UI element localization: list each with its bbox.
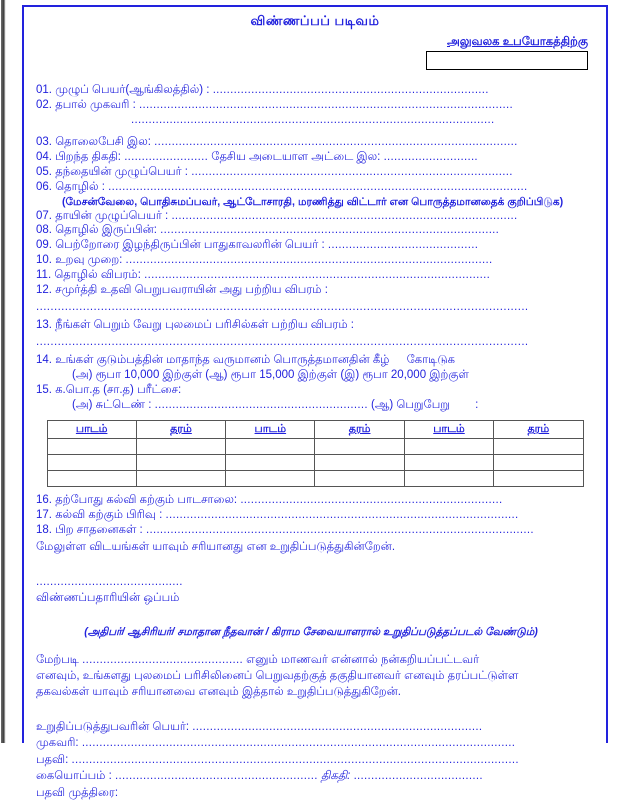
marks-header-text-6: தரம் — [527, 422, 550, 435]
field-label-postal-address: தபால் முகவரி : — [55, 99, 136, 112]
field-number-16: 16. — [36, 493, 52, 506]
field-row-05 — [36, 165, 598, 180]
marks-cell[interactable] — [494, 454, 583, 470]
field-input-occupation-details[interactable]: ................................................................................................... — [144, 269, 491, 282]
field-row-10 — [36, 253, 598, 268]
field-row-08 — [36, 223, 598, 238]
field-number-14: 14. — [36, 353, 52, 366]
marks-table-header-grade-1 — [136, 420, 225, 438]
field-row-02-continued — [36, 113, 598, 128]
field-number-04: 04. — [36, 150, 52, 163]
declaration-student-name-input[interactable]: .............................................. — [82, 653, 243, 666]
field-input-other-scholarships[interactable]: ......................................................................................................................................... — [36, 335, 529, 348]
field-input-current-school[interactable]: ........................................................................... — [240, 493, 503, 506]
field-row-02 — [36, 98, 598, 113]
field-label-telephone: தொலைபேசி இல: — [55, 135, 151, 148]
verifier-label-address: முகவரி: — [36, 737, 79, 750]
verifier-input-date[interactable]: ..................................... — [353, 770, 483, 783]
marks-table-header-grade-3 — [494, 420, 583, 438]
table-row — [47, 470, 583, 486]
verifier-input-name[interactable]: ................................................................................... — [192, 720, 483, 733]
marks-cell[interactable] — [494, 470, 583, 486]
field-row-01 — [36, 83, 598, 98]
marks-header-text-5: பாடம் — [433, 422, 465, 435]
field-label-nic-number: தேசிய அடையாள அட்டை இல: — [211, 150, 381, 163]
field-row-15 — [36, 383, 598, 398]
marks-cell[interactable] — [226, 454, 315, 470]
marks-cell[interactable] — [404, 454, 493, 470]
page-title: விண்ணப்பப் படிவம் — [250, 13, 380, 28]
field-row-04 — [36, 150, 598, 165]
verifier-fields-group — [32, 719, 598, 801]
verifier-label-date: திகதி: — [320, 770, 351, 783]
verifier-input-designation[interactable]: ................................................................................................................................ — [71, 753, 519, 766]
office-use-label: அலுவலக உபயோகத்திற்கு — [446, 35, 588, 48]
table-row — [47, 438, 583, 454]
field-input-mother-name[interactable]: ................................................................................................... — [171, 209, 518, 222]
field-input-father-name[interactable]: ............................................................................................ — [191, 165, 513, 178]
marks-cell[interactable] — [136, 470, 225, 486]
marks-cell[interactable] — [47, 438, 136, 454]
field-row-18 — [36, 523, 598, 538]
field-row-17 — [36, 508, 598, 523]
verifier-row-official-seal — [36, 785, 598, 801]
verifier-label-name: உறுதிப்படுத்துபவரின் பெயர்: — [36, 720, 190, 733]
verifier-input-address[interactable]: ............................................................................................................................ — [81, 737, 516, 750]
verifier-authority-note: (அதிபர்/ ஆசிரியர்/ சமாதான நீதவான் / கிராம சேவையாளரால் உறுதிப்படுத்தப்படல் வேண்டும்) — [84, 626, 538, 639]
marks-table-header-subject-3 — [404, 420, 493, 438]
verifier-label-official-seal: பதவி முத்திரை: — [36, 786, 119, 799]
field-label-date-of-birth: பிறந்த திகதி: — [55, 150, 121, 163]
field-label-father-name: தந்தையின் முழுப்பெயர் : — [55, 165, 188, 178]
field-label-other-achievements: பிற சாதனைகள் : — [55, 523, 143, 536]
scan-edge-left — [0, 0, 6, 743]
office-use-box[interactable] — [426, 51, 588, 70]
applicant-fields-group-2 — [32, 493, 598, 538]
field-row-09 — [36, 238, 598, 253]
field-income-options[interactable]: (அ) ரூபா 10,000 இற்குள் (ஆ) ரூபா 15,000 இற்குள் (இ) ரூபா 20,000 இற்குள் — [72, 368, 469, 381]
field-row-07 — [36, 209, 598, 224]
verifier-row-address — [36, 735, 598, 752]
field-number-09: 09. — [36, 239, 52, 252]
field-number-15: 15. — [36, 383, 52, 396]
field-label-guardian-name: பெற்றோரை இழந்திருப்பின் பாதுகாவலரின் பெயர் : — [55, 239, 325, 252]
marks-cell[interactable] — [136, 454, 225, 470]
marks-table — [47, 420, 584, 487]
field-number-13: 13. — [36, 318, 52, 331]
field-input-guardian-name[interactable]: ........................................... — [327, 239, 479, 252]
verifier-label-signature: கையொப்பம் : — [36, 770, 112, 783]
field-label-samurdhi-details: சமுர்த்தி உதவி பெறுபவராயின் அது பற்றிய விபரம் : — [55, 284, 328, 297]
field-input-other-achievements[interactable]: ............................................................................................................... — [145, 523, 534, 536]
field-input-relationship[interactable]: ......................................................................................................... — [125, 254, 493, 267]
form-border-frame — [22, 5, 608, 799]
field-label-full-name: முழுப் பெயர்(ஆங்கிலத்தில்) : — [55, 84, 210, 97]
marks-cell[interactable] — [226, 438, 315, 454]
field-row-11 — [36, 268, 598, 283]
marks-cell[interactable] — [404, 438, 493, 454]
marks-cell[interactable] — [47, 470, 136, 486]
field-number-10: 10. — [36, 254, 52, 267]
field-input-date-of-birth[interactable]: ........................ — [124, 150, 209, 163]
table-row — [47, 454, 583, 470]
field-number-05: 05. — [36, 165, 52, 178]
applicant-signature-line[interactable]: .......................................... — [36, 576, 183, 588]
marks-cell[interactable] — [494, 438, 583, 454]
field-label-mother-name: தாயின் முழுப்பெயர் : — [55, 209, 169, 222]
field-row-12 — [36, 283, 598, 298]
field-input-postal-address-line2[interactable]: ........................................................................................................ — [131, 114, 495, 126]
field-input-telephone[interactable]: ........................................................................................................ — [154, 135, 518, 148]
field-label-index-number: (அ) சுட்டெண் : — [72, 398, 152, 411]
marks-cell[interactable] — [315, 438, 404, 454]
marks-cell[interactable] — [47, 454, 136, 470]
field-label-other-scholarships: நீங்கள் பெறும் வேறு புலமைப் பரிசில்கள் பற்றிய விபரம் : — [55, 318, 354, 331]
marks-cell[interactable] — [136, 438, 225, 454]
applicant-confirmation-statement: மேலுள்ள விடயங்கள் யாவும் சரியானது என உறுதிப்படுத்துகின்றேன். — [36, 541, 396, 554]
field-input-study-stream[interactable]: ..................................................................................................... — [165, 508, 519, 521]
field-label-occupation-details: தொழில் விபரம்: — [54, 269, 141, 282]
field-number-07: 07. — [36, 209, 52, 222]
marks-table-header-subject-1 — [47, 420, 136, 438]
applicant-fields-group-1 — [32, 83, 598, 413]
verifier-input-signature[interactable]: .......................................................... — [115, 770, 318, 783]
marks-cell[interactable] — [315, 470, 404, 486]
verifier-row-name — [36, 719, 598, 736]
field-number-18: 18. — [36, 523, 52, 536]
verifier-declaration — [32, 652, 598, 700]
marks-header-text-1: பாடம் — [75, 422, 108, 435]
marks-table-header-subject-2 — [226, 420, 315, 438]
field-input-nic-number[interactable]: ........................... — [383, 150, 478, 163]
field-number-12: 12. — [36, 284, 52, 297]
declaration-line2: எனவும், உங்களது புலமைப் பரிசிலினைப் பெறுவதற்குத் தகுதியானவர் எனவும் தரப்பட்டுள்ள — [36, 669, 519, 682]
verifier-row-designation — [36, 752, 598, 769]
verifier-row-signature-date — [36, 768, 598, 785]
field-input-samurdhi-details[interactable]: ......................................................................................................................................... — [36, 300, 529, 313]
field-number-01: 01. — [36, 84, 52, 97]
field-number-11: 11. — [36, 269, 52, 282]
field-label-income-action: கோடிடுக — [406, 353, 455, 366]
marks-table-header-grade-2 — [315, 420, 404, 438]
marks-cell[interactable] — [404, 470, 493, 486]
field-number-08: 08. — [36, 224, 52, 237]
applicant-signature-label: விண்ணப்பதாரியின் ஒப்பம் — [36, 591, 180, 604]
declaration-line3: தகவல்கள் யாவும் சரியானவை எனவும் இத்தால் உறுதிப்படுத்துகிறேன். — [36, 685, 401, 698]
field-number-06: 06. — [36, 180, 52, 193]
field-label-family-income: உங்கள் குடும்பத்தின் மாதாந்த வருமானம் பொருத்தமானதின் கீழ் — [55, 353, 390, 366]
field-row-15-sub — [36, 398, 598, 413]
marks-header-text-3: பாடம் — [254, 422, 287, 435]
marks-cell[interactable] — [315, 454, 404, 470]
marks-cell[interactable] — [226, 470, 315, 486]
field-input-father-occupation[interactable]: ........................................................................................................................ — [108, 180, 528, 193]
field-label-study-stream: கல்வி கற்கும் பிரிவு : — [55, 508, 163, 521]
field-number-03: 03. — [36, 135, 52, 148]
field-row-14 — [36, 353, 598, 368]
field-input-full-name[interactable]: ............................................................................... — [212, 84, 489, 97]
form-content — [24, 14, 606, 801]
field-label-relationship: உறவு முறை: — [55, 254, 123, 267]
field-row-03 — [36, 135, 598, 150]
field-input-index-number[interactable]: ............................................................. — [154, 398, 368, 411]
field-input-mother-occupation[interactable]: ................................................................................................. — [160, 224, 500, 237]
field-label-current-school: தற்போது கல்வி கற்கும் பாடசாலை: — [55, 493, 238, 506]
field-number-17: 17. — [36, 508, 52, 521]
scan-edge-right — [622, 0, 626, 743]
marks-table-header-row — [47, 420, 583, 438]
verifier-label-designation: பதவி: — [36, 753, 69, 766]
field-label-father-occupation: தொழில் : — [55, 180, 105, 193]
field-label-ol-exam: க.பொ.த (சா.த) பரீட்சை: — [55, 383, 182, 396]
field-row-06 — [36, 180, 598, 195]
office-use-section — [32, 35, 598, 50]
declaration-line1-suffix: எனும் மாணவர் என்னால் நன்கறியப்பட்டவர் — [246, 653, 480, 666]
field-row-13 — [36, 318, 598, 333]
marks-header-text-2: தரம் — [170, 422, 192, 435]
occupation-hint-note: (மேசன்வேலை, பொதிசுமப்பவர், ஆட்டோசாரதி, மரணித்து விட்டார் என பொருத்தமானதைக் குறிப்பிடுக) — [62, 195, 564, 208]
marks-header-text-4: தரம் — [348, 422, 371, 435]
field-label-results: (ஆ) பெறுபேறு — [371, 398, 450, 411]
declaration-prefix: மேற்படி — [36, 653, 79, 666]
field-number-02: 02. — [36, 99, 52, 112]
field-row-16 — [36, 493, 598, 508]
field-results-colon: : — [475, 398, 479, 411]
field-input-postal-address[interactable]: ........................................................................................................... — [139, 99, 513, 112]
field-label-mother-occupation: தொழில் இருப்பின்: — [55, 224, 157, 237]
